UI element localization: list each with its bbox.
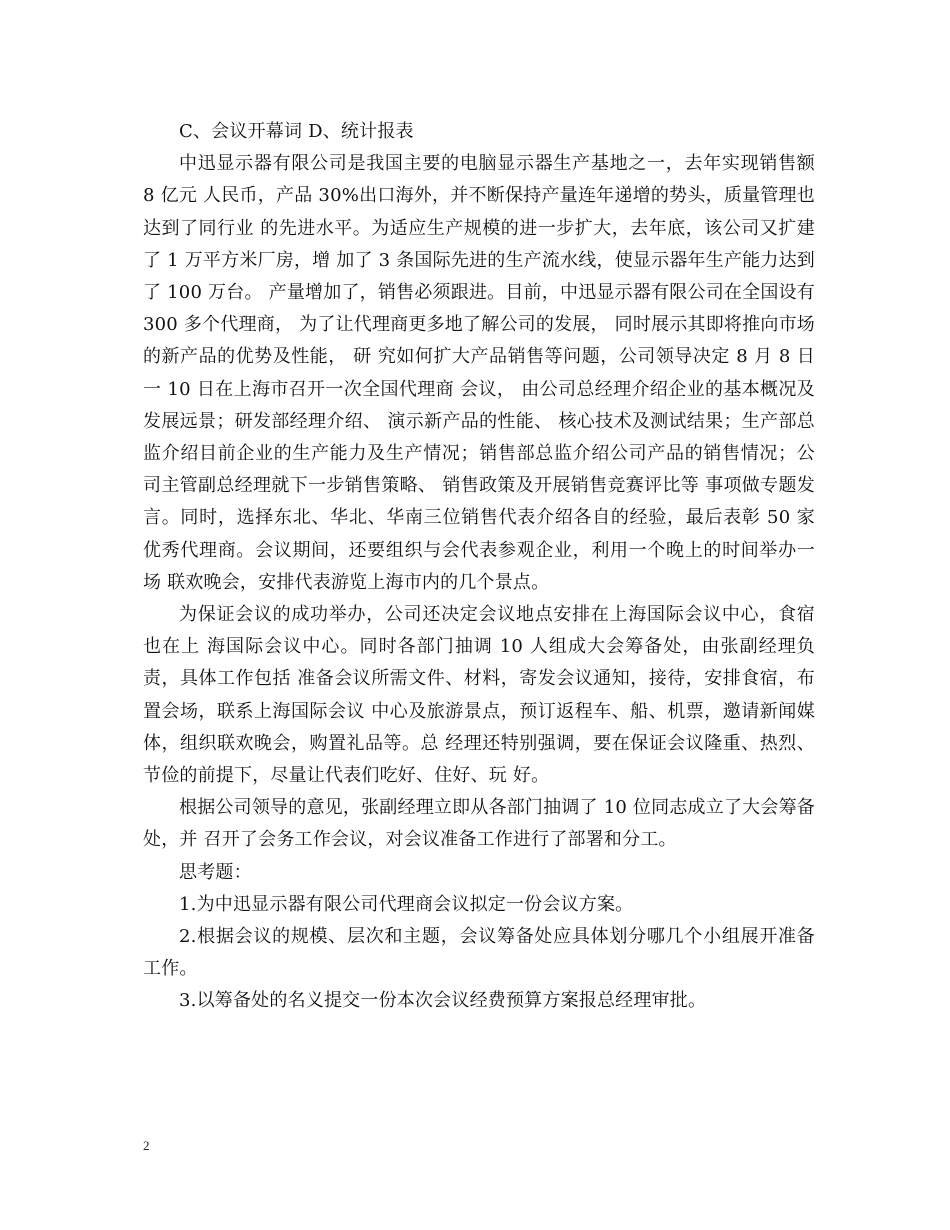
question-1: 1.为中迅显示器有限公司代理商会议拟定一份会议方案。 xyxy=(179,893,634,915)
paragraph-options: C、会议开幕词 D、统计报表 xyxy=(179,121,414,142)
paragraph-venue-arrangement: 为保证会议的成功举办，公司还决定会议地点安排在上海国际会议中心，食宿也在上 海国际会议中心。同时各部门抽调 10 人组成大会筹备处，由张副经理负责，具体工作包括 准备会议所需文件、材料，寄发会议通知，接待，安排食宿，布置会场，联系上海国际会议 中心及旅游景点，预订返程车、船、机票，邀请新闻媒体，组织联欢晚会，购置礼品等。总 经理还特别强调，要在保证会议隆重、热烈、节俭的前提下，尽量让代表们吃好、住好、玩 好。 xyxy=(143,604,815,787)
question-2: 2.根据会议的规模、层次和主题，会议筹备处应具体划分哪几个小组展开准备工作。 xyxy=(143,926,815,980)
document-body xyxy=(143,116,815,1018)
questions-heading: 思考题： xyxy=(179,861,252,883)
page-number: 2 xyxy=(143,1138,150,1153)
paragraph-preparation-office: 根据公司领导的意见，张副经理立即从各部门抽调了 10 位同志成立了大会筹备处，并 召开了会务工作会议，对会议准备工作进行了部署和分工。 xyxy=(143,797,815,851)
paragraph-case-description: 中迅显示器有限公司是我国主要的电脑显示器生产基地之一，去年实现销售额 8 亿元 人民币，产品 30%出口海外，并不断保持产量连年递增的势头，质量管理也达到了同行业 的先进水平。为适应生产规模的进一步扩大，去年底，该公司又扩建了 1 万平方米厂房，增 加了 3 条国际先进的生产流水线，使显示器年生产能力达到了 100 万台。 产量增加了，销售必须跟进。目前，中迅显示器有限公司在全国设有 300 多个代理商， 为了让代理商更多地了解公司的发展， 同时展示其即将推向市场的新产品的优势及性能， 研 究如何扩大产品销售等问题，公司领导决定 8 月 8 日一 10 日在上海市召开一次全国代理商 会议， 由公司总经理介绍企业的基本概况及发展远景；研发部经理介绍、 演示新产品的性能、 核心技术及测试结果；生产部总监介绍目前企业的生产能力及生产情况；销售部总监介绍公司产品的销售情况；公司主管副总经理就下一步销售策略、 销售政策及开展销售竞赛评比等 事项做专题发言。同时，选择东北、华北、华南三位销售代表介绍各自的经验，最后表彰 50 家优秀代理商。会议期间，还要组织与会代表参观企业，利用一个晚上的时间举办一场 联欢晚会，安排代表游览上海市内的几个景点。 xyxy=(143,153,815,593)
question-3: 3.以筹备处的名义提交一份本次会议经费预算方案报总经理审批。 xyxy=(179,990,707,1012)
